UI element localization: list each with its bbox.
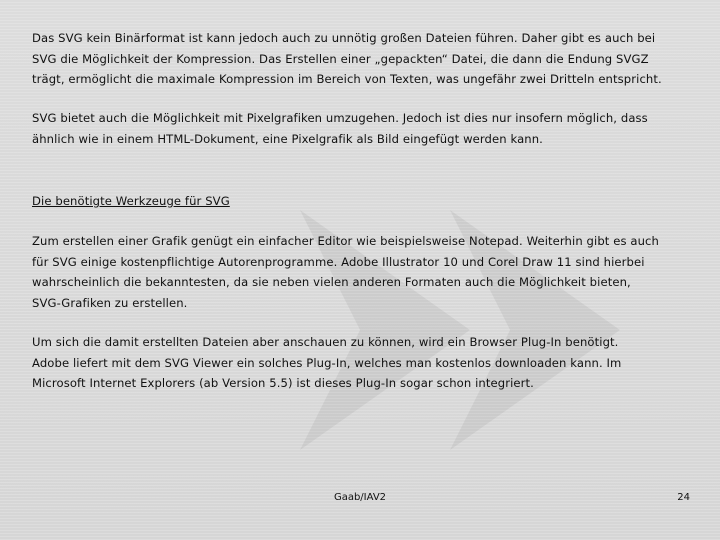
paragraph-compression: Das SVG kein Binärformat ist kann jedoch auch zu unnötig großen Dateien führen. Daher gibt es auch bei SVG die Möglichkeit der Kompression. Das Erstellen einer „gepackten“ Datei, die dann die Endung SVGZ trägt, ermöglicht die maximale Kompression im Bereich von Texten, was ungefähr zwei Dritteln entspricht. [32, 31, 662, 86]
page-number: 24 [677, 492, 690, 503]
paragraph-pixel-graphics: SVG bietet auch die Möglichkeit mit Pixelgrafiken umzugehen. Jedoch ist dies nur insofern möglich, dass ähnlich wie in einem HTML-Dokument, eine Pixelgrafik als Bild eingefügt werden kann. [32, 111, 648, 146]
footer-author: Gaab/IAV2 [333, 492, 387, 503]
paragraph-editors: Zum erstellen einer Grafik genügt ein einfacher Editor wie beispielsweise Notepad. Weiterhin gibt es auch für SVG einige kostenpflichtige Autorenprogramme. Adobe Illustrator 10 und Corel Draw 11 sind hierbei wahrscheinlich die bekanntesten, da sie neben vielen anderen Formaten auch die Möglichkeit bieten, SVG-Grafiken zu erstellen. [32, 234, 659, 310]
paragraph-plugin: Um sich die damit erstellten Dateien aber anschauen zu können, wird ein Browser Plug-In benötigt. Adobe liefert mit dem SVG Viewer ein solches Plug-In, welches man kostenlos downloaden kann. Im Microsoft Internet Explorers (ab Version 5.5) ist dieses Plug-In sogar schon integriert. [32, 335, 622, 390]
section-heading: Die benötigte Werkzeuge für SVG [32, 194, 230, 208]
